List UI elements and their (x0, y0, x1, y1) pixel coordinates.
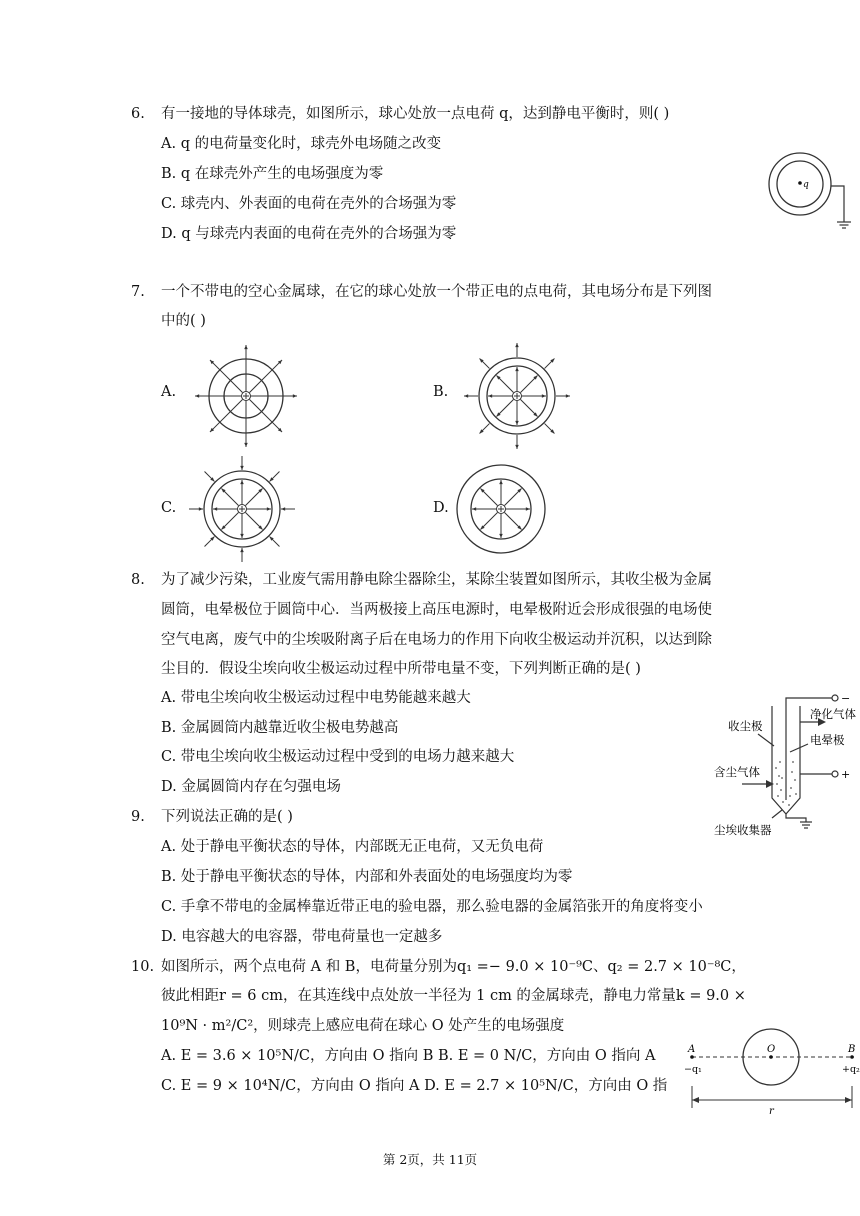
q7-stem-line2: 中的( ) (161, 313, 206, 329)
q7-label-b: B. (433, 384, 449, 400)
q6-stem: 有一接地的导体球壳，如图所示，球心处放一点电荷 q，达到静电平衡时，则( ) (161, 106, 670, 122)
q8-option-b: B. 金属圆筒内越靠近收尘极电势越高 (161, 720, 399, 736)
q7-label-a: A. (161, 384, 177, 400)
q8-label-corona: 电晕极 (810, 733, 845, 747)
q8-label-clean-gas: 净化气体 (810, 707, 856, 721)
q9-number: 9. (131, 809, 145, 825)
q7-stem-line1: 一个不带电的空心金属球，在它的球心处放一个带正电的点电荷，其电场分布是下列图 (161, 284, 712, 300)
q9-option-d: D. 电容越大的电容器，带电荷量也一定越多 (161, 929, 443, 945)
q10-point-b: B (848, 1044, 856, 1055)
q8-precipitator-figure (700, 688, 858, 838)
q10-stem-line3: 10⁹N · m²/C²，则球壳上感应电荷在球心 O 处产生的电场强度 (161, 1018, 565, 1034)
q7-option-a-figure (186, 345, 306, 447)
q8-option-d: D. 金属圆筒内存在匀强电场 (161, 779, 341, 795)
q9-stem: 下列说法正确的是( ) (161, 809, 293, 825)
q10-point-a: A (688, 1044, 696, 1055)
q8-terminal-plus: + (841, 768, 851, 781)
q6-shell-figure (766, 150, 856, 232)
q8-terminal-minus: − (841, 692, 851, 705)
q10-charge-q1: −q₁ (684, 1064, 702, 1075)
q10-number: 10. (131, 959, 155, 975)
q8-option-c: C. 带电尘埃向收尘极运动过程中受到的电场力越来越大 (161, 749, 515, 765)
q6-number: 6. (131, 106, 145, 122)
q9-option-c: C. 手拿不带电的金属棒靠近带正电的验电器，那么验电器的金属箔张开的角度将变小 (161, 899, 703, 915)
q7-label-d: D. (433, 500, 449, 516)
q8-number: 8. (131, 572, 145, 588)
q8-option-a: A. 带电尘埃向收尘极运动过程中电势能越来越大 (161, 690, 471, 706)
q8-stem-line4: 尘目的．假设尘埃向收尘极运动过程中所带电量不变，下列判断正确的是( ) (161, 661, 641, 677)
q10-options-row2: C. E = 9 × 10⁴N/C，方向由 O 指向 A D. E = 2.7 × 10⁵N/C，方向由 O 指 (161, 1078, 668, 1094)
q8-label-collector: 收尘极 (728, 719, 763, 733)
q7-option-b-figure (457, 345, 577, 447)
q7-option-c-figure (182, 458, 302, 560)
q7-number: 7. (131, 284, 145, 300)
q9-option-a: A. 处于静电平衡状态的导体，内部既无正电荷，又无负电荷 (161, 839, 544, 855)
q10-stem-line2: 彼此相距r = 6 cm，在其连线中点处放一半径为 1 cm 的金属球壳，静电力常量k = 9.0 × (161, 988, 746, 1004)
q10-stem-line1: 如图所示，两个点电荷 A 和 B，电荷量分别为q₁ =− 9.0 × 10⁻⁹C、q₂ = 2.7 × 10⁻⁸C， (161, 959, 746, 975)
q8-stem-line2: 圆筒，电晕极位于圆筒中心．当两极接上高压电源时，电晕极附近会形成很强的电场使 (161, 602, 712, 618)
q9-option-b: B. 处于静电平衡状态的导体，内部和外表面处的电场强度均为零 (161, 869, 573, 885)
q10-charge-q2: +q₂ (842, 1064, 860, 1075)
q8-label-dust-box: 尘埃收集器 (714, 823, 772, 837)
q10-options-row1: A. E = 3.6 × 10⁵N/C，方向由 O 指向 B B. E = 0 N/C，方向由 O 指向 A (161, 1048, 656, 1064)
q6-option-c: C. 球壳内、外表面的电荷在壳外的合场强为零 (161, 196, 457, 212)
q8-label-dusty-gas: 含尘气体 (714, 765, 760, 779)
q10-distance-r: r (769, 1106, 774, 1117)
q6-option-a: A. q 的电荷量变化时，球壳外电场随之改变 (161, 136, 442, 152)
q6-option-d: D. q 与球壳内表面的电荷在壳外的合场强为零 (161, 226, 457, 242)
q10-charges-figure (682, 1030, 858, 1120)
q6-option-b: B. q 在球壳外产生的电场强度为零 (161, 166, 384, 182)
q10-center-o: O (767, 1044, 776, 1055)
page-footer: 第 2页，共 11页 (382, 1152, 478, 1167)
q8-stem-line3: 空气电离，废气中的尘埃吸附离子后在电场力的作用下向收尘极运动并沉积，以达到除 (161, 632, 712, 648)
q6-charge-label: q (803, 180, 809, 190)
q8-stem-line1: 为了减少污染，工业废气需用静电除尘器除尘，某除尘装置如图所示，其收尘极为金属 (161, 572, 712, 588)
q7-option-d-figure (449, 458, 554, 560)
q7-label-c: C. (161, 500, 177, 516)
